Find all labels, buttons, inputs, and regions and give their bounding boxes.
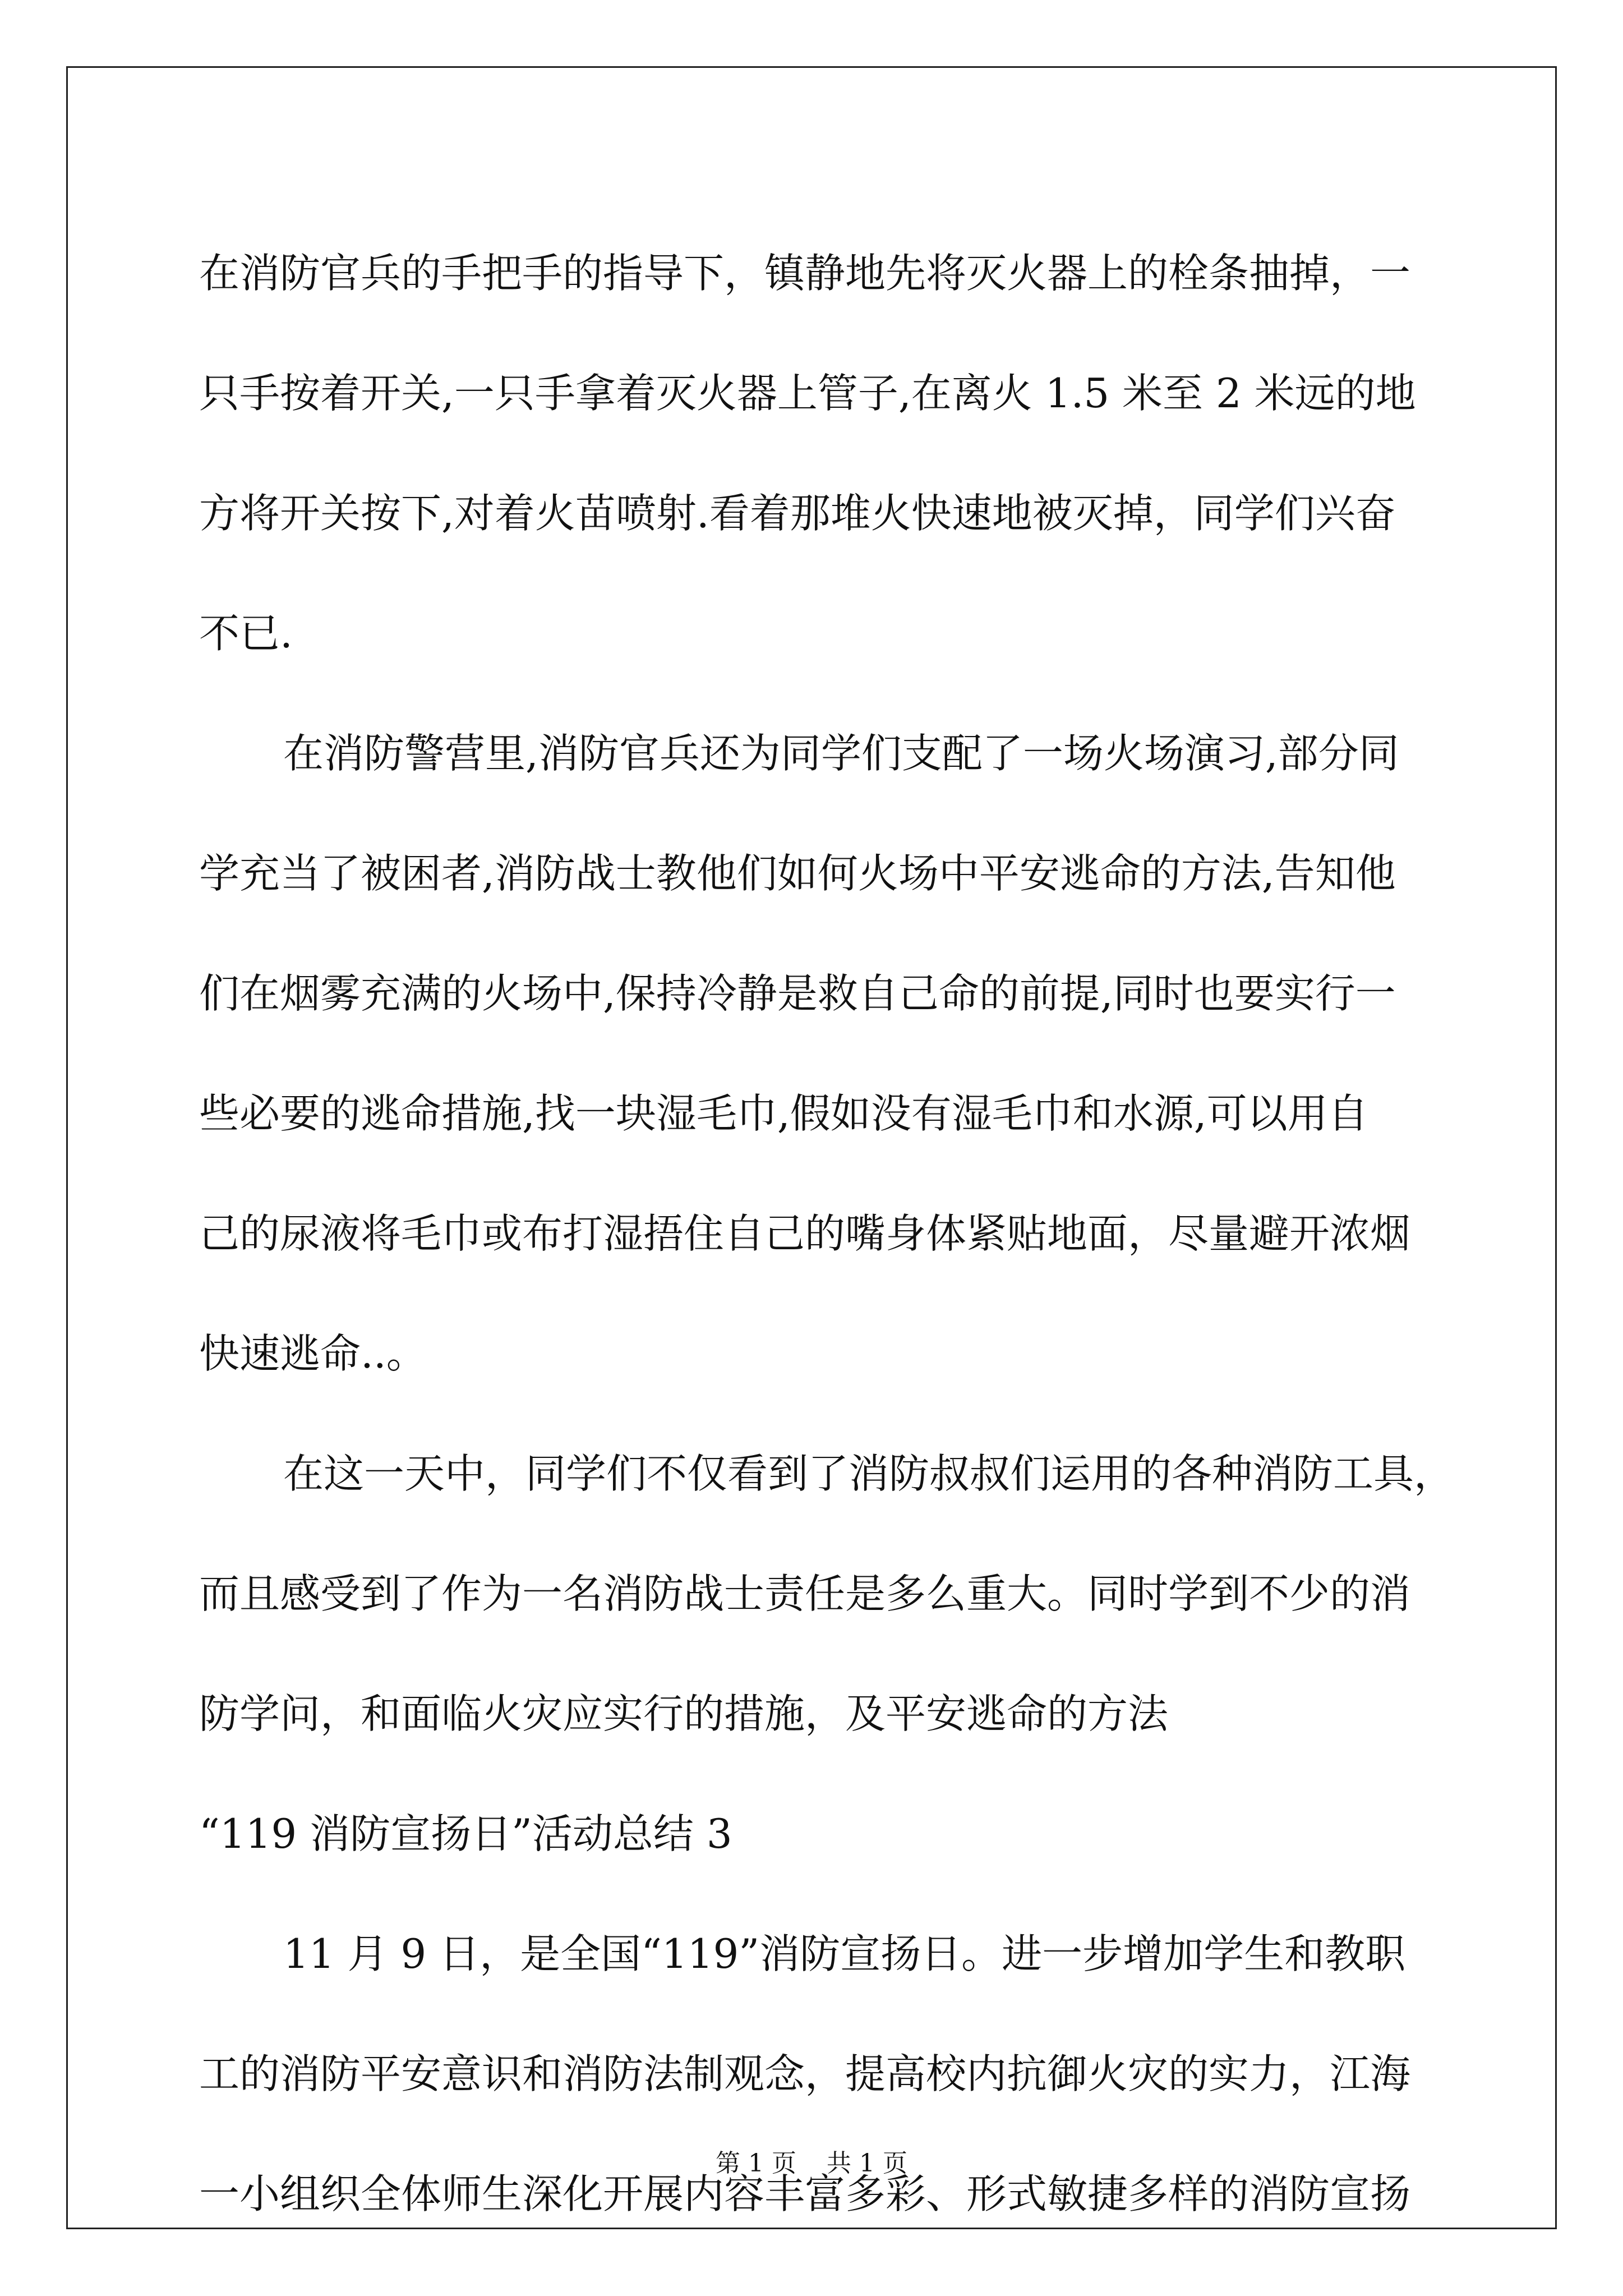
text-line: 己的尿液将毛巾或布打湿捂住自己的嘴身体紧贴地面，尽量避开浓烟	[199, 1210, 1411, 1257]
document-body	[199, 213, 1455, 2254]
page-total: 共 1 页	[827, 2149, 907, 2178]
text-line: 不已.	[199, 610, 293, 657]
page-number: 第 1 页	[716, 2149, 796, 2178]
text-line: 而且感受到了作为一名消防战士责任是多么重大。同时学到不少的消	[199, 1570, 1411, 1617]
text-line: 工的消防平安意识和消防法制观念，提高校内抗御火灾的实力，江海	[199, 2050, 1411, 2097]
page-footer	[0, 2143, 1623, 2179]
text-line: 些必要的逃命措施,找一块湿毛巾,假如没有湿毛巾和水源,可以用自	[199, 1090, 1368, 1137]
text-line: 们在烟雾充满的火场中,保持冷静是救自己命的前提,同时也要实行一	[199, 970, 1396, 1017]
text-line: 11 月 9 日，是全国“119”消防宣扬日。进一步增加学生和教职	[283, 1930, 1406, 1977]
text-line: 在这一天中，同学们不仅看到了消防叔叔们运用的各种消防工具，	[283, 1450, 1455, 1497]
text-line: 学充当了被困者,消防战士教他们如何火场中平安逃命的方法,告知他	[199, 850, 1396, 897]
section-heading: “119 消防宣扬日”活动总结 3	[199, 1810, 732, 1857]
text-line: 一小组织全体师生深化开展内容丰富多彩、形式敏捷多样的消防宣扬	[199, 2170, 1411, 2217]
text-line: 只手按着开关,一只手拿着灭火器上管子,在离火 1.5 米至 2 米远的地	[199, 370, 1416, 417]
text-line: 快速逃命..。	[199, 1330, 427, 1377]
text-line: 方将开关按下,对着火苗喷射.看着那堆火快速地被灭掉，同学们兴奋	[199, 490, 1396, 537]
text-line: 在消防警营里,消防官兵还为同学们支配了一场火场演习,部分同	[283, 730, 1399, 777]
text-line: 防学问，和面临火灾应实行的措施，及平安逃命的方法	[199, 1690, 1169, 1737]
text-line: 在消防官兵的手把手的指导下，镇静地先将灭火器上的栓条抽掉，一	[199, 250, 1411, 297]
